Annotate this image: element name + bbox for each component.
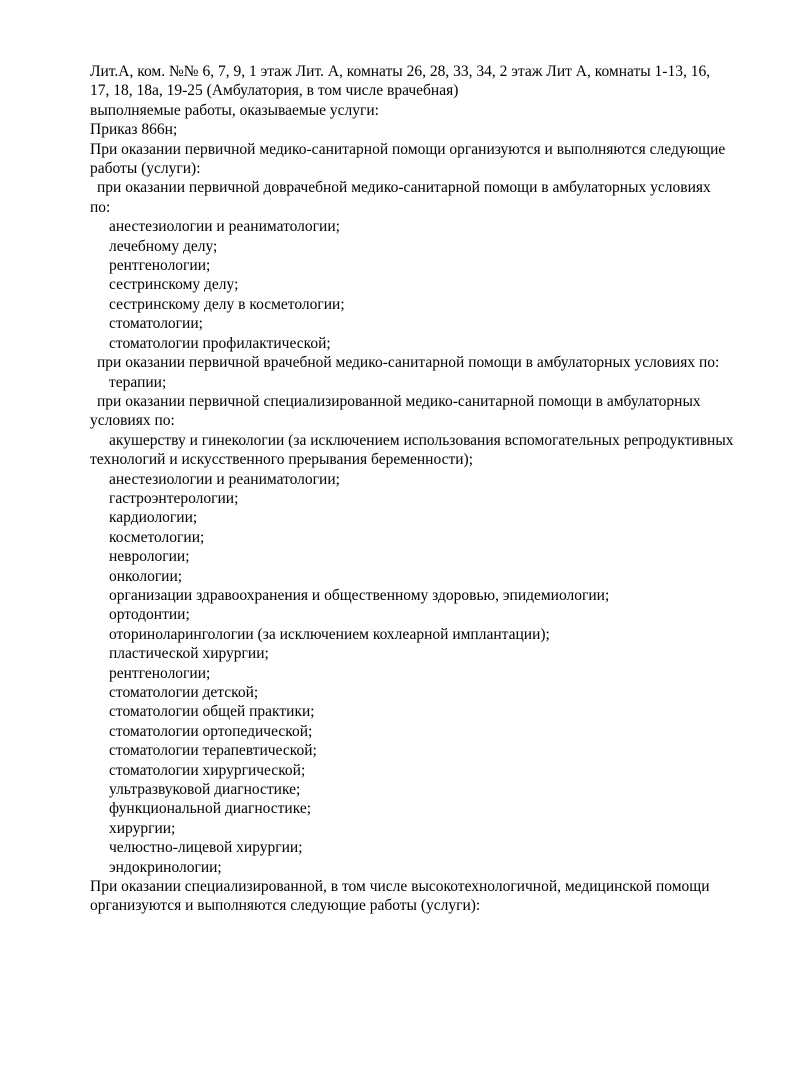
text-line: при оказании первичной доврачебной медико-санитарной помощи в амбулаторных условиях (97, 179, 711, 197)
text-line: стоматологии детской; (109, 684, 259, 701)
text-line: рентгенологии; (109, 257, 211, 275)
text-line: рентгенологии; (109, 664, 211, 682)
document-text-body (90, 62, 752, 916)
text-line: организуются и выполняются следующие работы (услуги): (90, 897, 481, 915)
text-line: при оказании первичной специализированной медико-санитарной помощи в амбулаторных (97, 392, 701, 410)
text-line: При оказании первичной медико-санитарной помощи организуются и выполняются следующие (90, 140, 726, 158)
text-line: работы (услуги): (90, 160, 201, 178)
text-line: Приказ 866н; (90, 121, 178, 139)
text-line: по: (90, 198, 111, 216)
text-line: терапии; (109, 373, 167, 391)
text-line: стоматологии терапевтической; (109, 742, 317, 760)
text-line: стоматологии; (109, 315, 203, 333)
text-line: стоматологии профилактической; (109, 334, 331, 352)
text-line: ортодонтии; (109, 606, 190, 624)
text-line: функциональной диагностике; (109, 800, 312, 818)
text-line: акушерству и гинекологии (за исключением использования вспомогательных репродуктивных (109, 431, 734, 449)
text-line: сестринскому делу; (109, 276, 239, 294)
text-line: организации здравоохранения и общественному здоровью, эпидемиологии; (109, 586, 610, 604)
text-line: При оказании специализированной, в том числе высокотехнологичной, медицинской помощи (90, 878, 710, 896)
text-line: анестезиологии и реаниматологии; (109, 470, 340, 488)
text-line: условиях по: (90, 412, 175, 430)
text-line: выполняемые работы, оказываемые услуги: (90, 101, 379, 119)
text-line: сестринскому делу в косметологии; (109, 295, 345, 313)
text-line: Лит.А, ком. №№ 6, 7, 9, 1 этаж Лит. А, комнаты 26, 28, 33, 34, 2 этаж Лит А, комнаты 1-13, 16, (90, 63, 711, 80)
text-line: кардиологии; (109, 509, 198, 527)
text-line: неврологии; (109, 548, 190, 566)
text-line: ультразвуковой диагностике; (109, 781, 301, 799)
text-line: хирургии; (109, 819, 176, 837)
text-line: технологий и искусственного прерывания беременности); (90, 451, 474, 469)
text-line: 17, 18, 18а, 19-25 (Амбулатория, в том числе врачебная) (90, 82, 459, 100)
text-line: при оказании первичной врачебной медико-санитарной помощи в амбулаторных условиях по: (97, 354, 720, 372)
text-line: эндокринологии; (109, 858, 222, 876)
text-line: оториноларингологии (за исключением кохлеарной имплантации); (109, 625, 550, 643)
text-line: челюстно-лицевой хирургии; (109, 839, 303, 857)
text-line: онкологии; (109, 567, 183, 585)
text-line: стоматологии хирургической; (109, 761, 306, 779)
text-line: гастроэнтерологии; (109, 489, 239, 507)
text-line: лечебному делу; (109, 237, 218, 255)
text-line: пластической хирургии; (109, 645, 269, 663)
text-line: анестезиологии и реаниматологии; (109, 218, 340, 236)
text-line: стоматологии общей практики; (109, 703, 315, 721)
text-line: косметологии; (109, 528, 205, 546)
text-line: стоматологии ортопедической; (109, 722, 313, 740)
